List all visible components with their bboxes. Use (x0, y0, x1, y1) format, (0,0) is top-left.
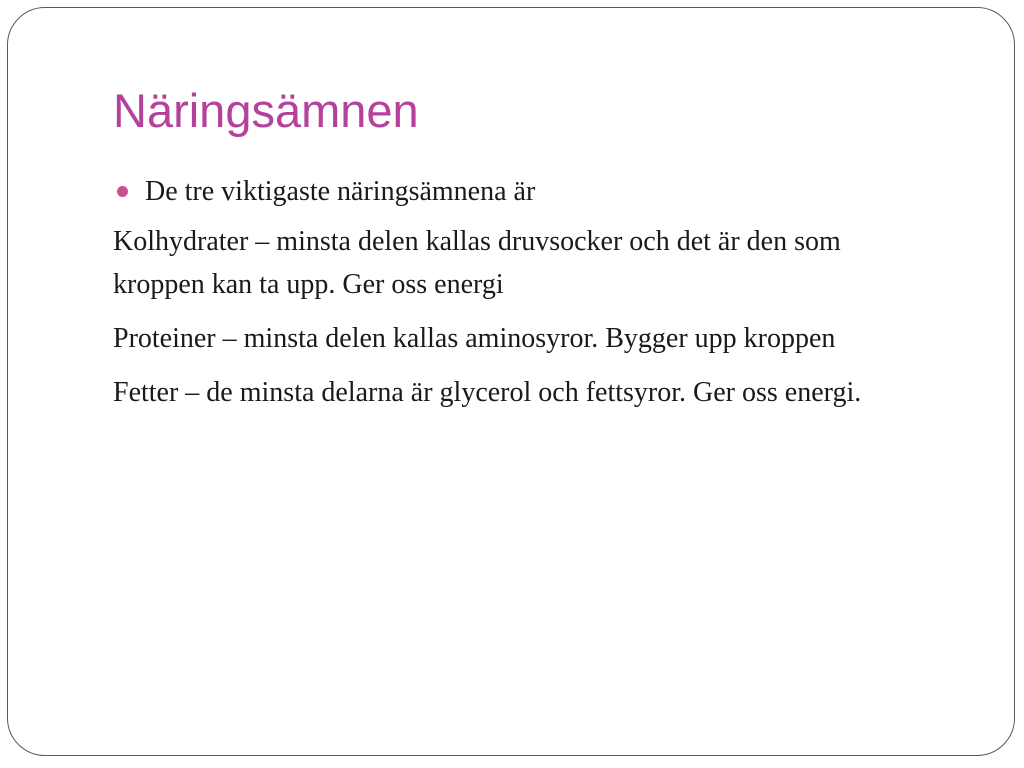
bullet-dot-icon (117, 186, 128, 197)
bullet-item (113, 170, 933, 213)
paragraph-kolhydrater: Kolhydrater – minsta delen kallas druvsocker och det är den som kroppen kan ta upp. Ger oss energi (113, 226, 841, 300)
paragraph-fetter: Fetter – de minsta delarna är glycerol och fettsyror. Ger oss energi. (113, 377, 862, 408)
bullet-text: De tre viktigaste näringsämnena är (145, 176, 536, 207)
paragraph-proteiner: Proteiner – minsta delen kallas aminosyror. Bygger upp kroppen (113, 323, 836, 354)
slide-title: Näringsämnen (113, 84, 419, 137)
slide-content (113, 170, 933, 425)
